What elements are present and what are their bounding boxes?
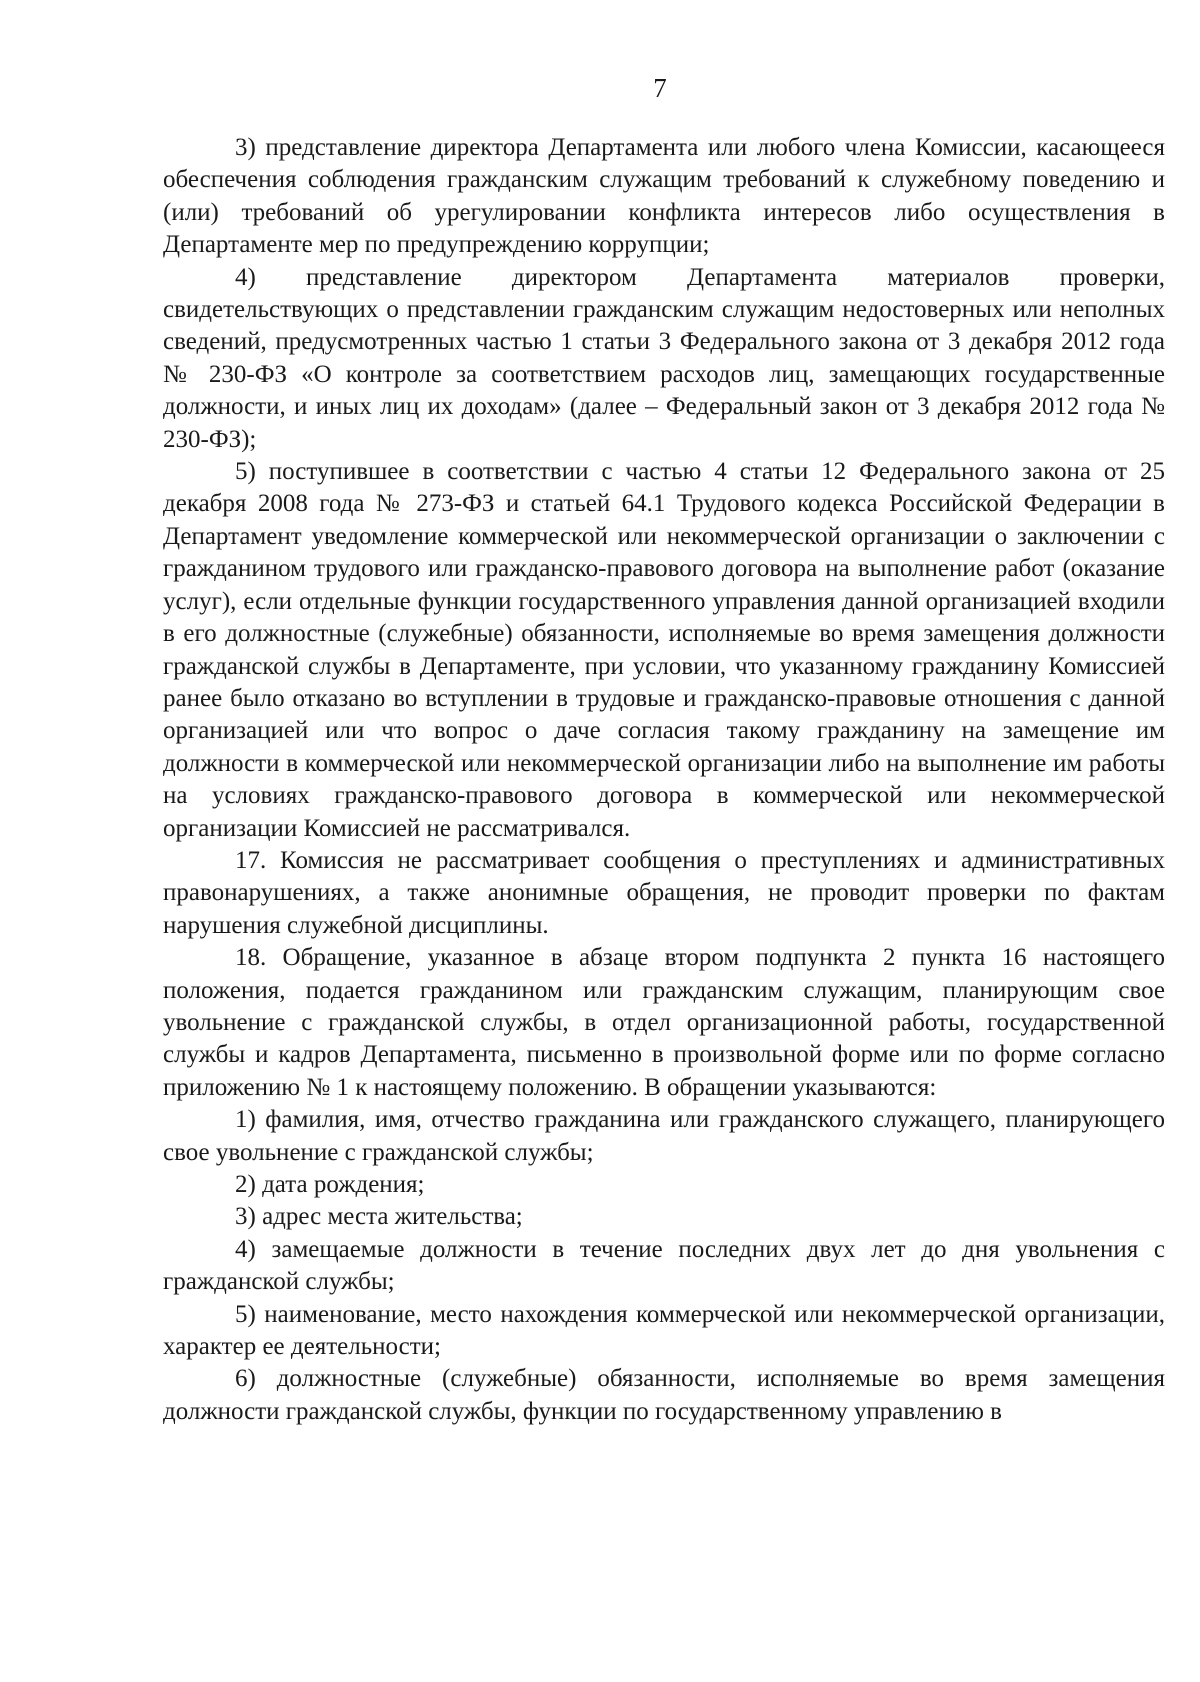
paragraph-item-4: 4) представление директором Департамента материалов проверки, свидетельствующих о представлении гражданским служащим недостоверных или неполных сведений, предусмотренных частью 1 статьи 3 Федерального закона от 3 декабря 2012 года № 230-ФЗ «О контроле за соответствием расходов лиц, замещающих государственные должности, и иных лиц их доходам» (далее – Федеральный закон от 3 декабря 2012 года № 230-ФЗ); [163,263,1165,453]
paragraph-clause-18: 18. Обращение, указанное в абзаце втором подпункта 2 пункта 16 настоящего положения, подается гражданином или гражданским служащим, планирующим свое увольнение с гражданской службы, в отдел организационной работы, государственной службы и кадров Департамента, письменно в произвольной форме или по форме согласно приложению № 1 к настоящему положению. В обращении указываются: [163,944,1165,1101]
paragraph-item-5: 5) поступившее в соответствии с частью 4 статьи 12 Федерального закона от 25 декабря 2008 года № 273-ФЗ и статьей 64.1 Трудового кодекса Российской Федерации в Департамент уведомление коммерческой или некоммерческой организации о заключении с гражданином трудового или гражданско-правового договора на выполнение работ (оказание услуг), если отдельные функции государственного управления данной организацией входили в его должностные (служебные) обязанности, исполняемые во время замещения должности гражданской службы в Департаменте, при условии, что указанному гражданину Комиссией ранее было отказано во вступлении в трудовые и гражданско-правовые отношения с данной организацией или что вопрос о даче согласия такому гражданину на замещение им должности в коммерческой или некоммерческой организации либо на выполнение им работы на условиях гражданско-правового договора в коммерческой или некоммерческой организации Комиссией не рассматривался. [163,458,1165,842]
paragraph-clause-17: 17. Комиссия не рассматривает сообщения о преступлениях и административных правонарушениях, а также анонимные обращения, не проводит проверки по фактам нарушения служебной дисциплины. [163,846,1165,939]
paragraph-subitem-2: 2) дата рождения; [235,1171,425,1198]
paragraph-subitem-4: 4) замещаемые должности в течение последних двух лет до дня увольнения с гражданской службы; [163,1235,1165,1296]
document-body [163,132,1165,1428]
paragraph-item-3: 3) представление директора Департамента или любого члена Комиссии, касающееся обеспечения соблюдения гражданским служащим требований к служебному поведению и (или) требований об урегулировании конфликта интересов либо осуществления в Департаменте мер по предупреждению коррупции; [163,134,1165,259]
paragraph-subitem-1: 1) фамилия, имя, отчество гражданина или гражданского служащего, планирующего свое увольнение с гражданской службы; [163,1106,1165,1166]
paragraph-subitem-5: 5) наименование, место нахождения коммерческой или некоммерческой организации, характер ее деятельности; [163,1300,1165,1361]
page-number: 7 [653,73,667,103]
paragraph-subitem-6: 6) должностные (служебные) обязанности, исполняемые во время замещения должности гражданской службы, функции по государственному управлению в [163,1365,1165,1425]
paragraph-subitem-3: 3) адрес места жительства; [235,1203,523,1231]
